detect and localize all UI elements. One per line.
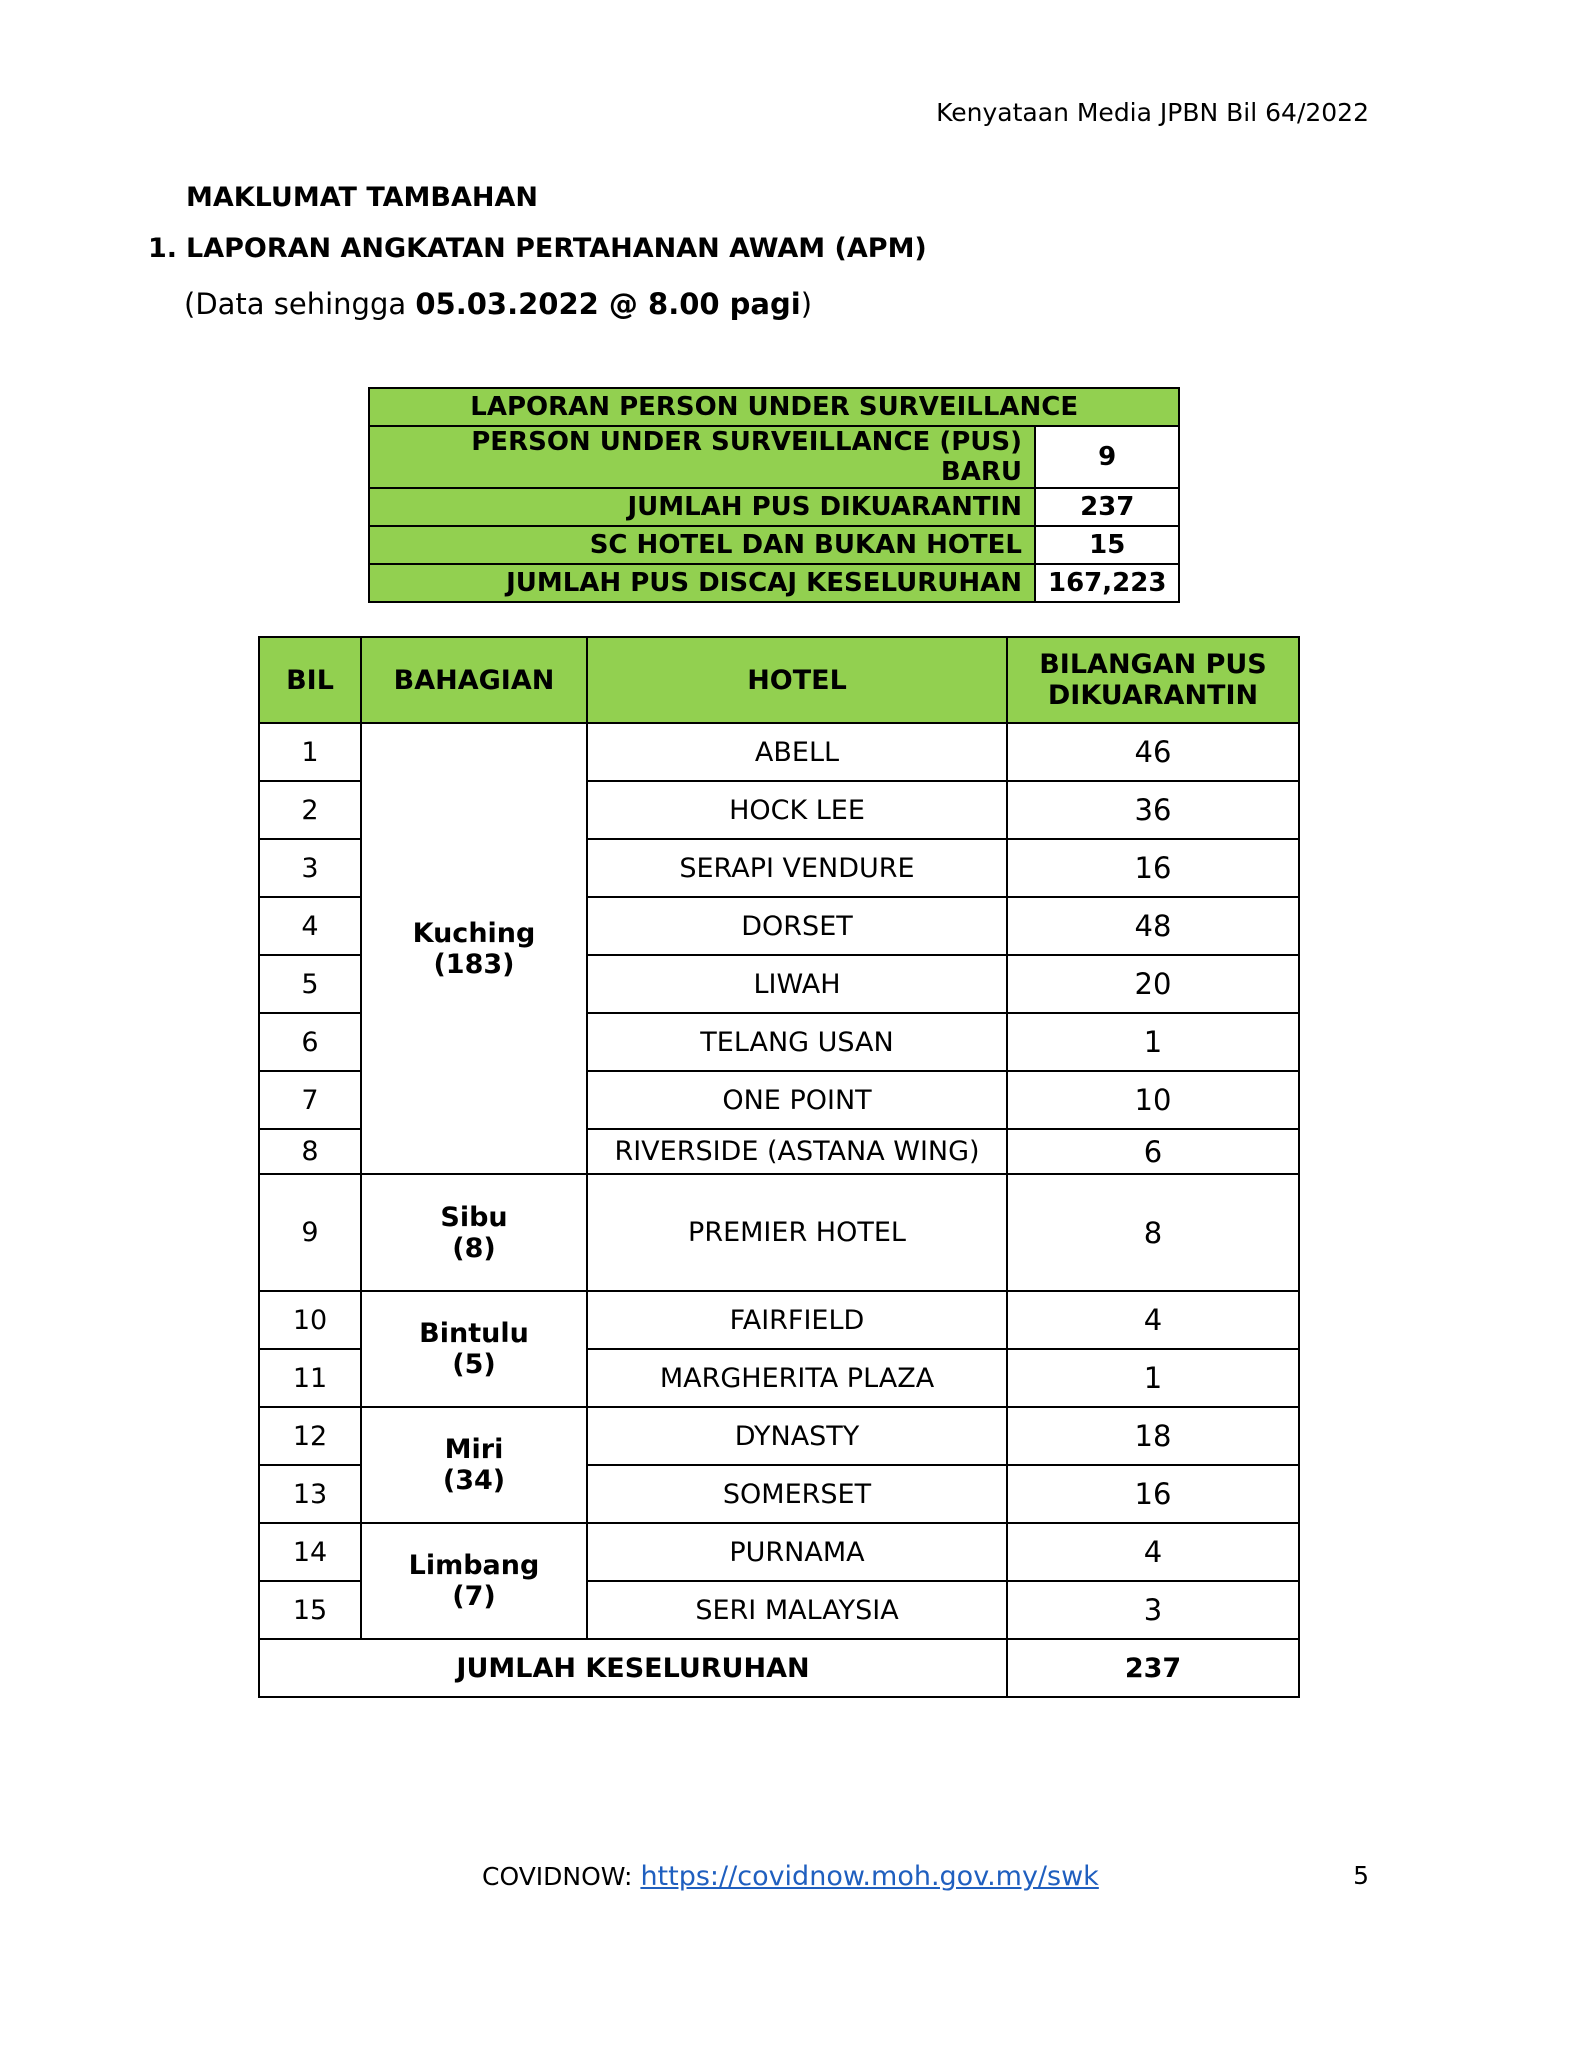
covidnow-link[interactable]: https://covidnow.moh.gov.my/swk bbox=[640, 1861, 1099, 1892]
total-row bbox=[259, 1639, 1299, 1697]
division-cell bbox=[361, 1407, 587, 1523]
row-hotel: RIVERSIDE (ASTANA WING) bbox=[587, 1129, 1007, 1174]
table-row bbox=[259, 1523, 1299, 1581]
row-count: 1 bbox=[1007, 1013, 1299, 1071]
pus-row bbox=[369, 488, 1179, 526]
pus-row-label: SC HOTEL DAN BUKAN HOTEL bbox=[369, 526, 1035, 564]
row-bil: 15 bbox=[259, 1581, 361, 1639]
division-name: Bintulu bbox=[419, 1318, 529, 1349]
row-hotel: PURNAMA bbox=[587, 1523, 1007, 1581]
row-bil: 10 bbox=[259, 1291, 361, 1349]
division-name: Limbang bbox=[408, 1550, 540, 1581]
row-count: 3 bbox=[1007, 1581, 1299, 1639]
table-row bbox=[259, 1407, 1299, 1465]
section-1-number: 1. bbox=[148, 233, 178, 264]
document-reference: Kenyataan Media JPBN Bil 64/2022 bbox=[936, 98, 1369, 127]
row-bil: 13 bbox=[259, 1465, 361, 1523]
row-bil: 8 bbox=[259, 1129, 361, 1174]
section-1-title: LAPORAN ANGKATAN PERTAHANAN AWAM (APM) bbox=[186, 233, 927, 264]
header-bahagian: BAHAGIAN bbox=[361, 637, 587, 723]
division-cell bbox=[361, 1174, 587, 1291]
row-hotel: ABELL bbox=[587, 723, 1007, 781]
division-name: Sibu bbox=[440, 1201, 508, 1233]
row-hotel: PREMIER HOTEL bbox=[587, 1174, 1007, 1291]
division-cell bbox=[361, 723, 587, 1174]
division-total: (34) bbox=[442, 1465, 506, 1496]
table-row bbox=[259, 1174, 1299, 1291]
row-count: 8 bbox=[1007, 1174, 1299, 1291]
pus-row bbox=[369, 564, 1179, 602]
division-name: Miri bbox=[444, 1434, 504, 1465]
row-count: 16 bbox=[1007, 839, 1299, 897]
data-note-prefix: (Data sehingga bbox=[184, 287, 416, 321]
pus-row-label: JUMLAH PUS DIKUARANTIN bbox=[369, 488, 1035, 526]
data-note-suffix: ) bbox=[800, 287, 813, 321]
row-hotel: SERI MALAYSIA bbox=[587, 1581, 1007, 1639]
row-bil: 14 bbox=[259, 1523, 361, 1581]
data-as-of-note bbox=[184, 287, 812, 321]
division-total: (5) bbox=[452, 1349, 496, 1380]
pus-row-value: 9 bbox=[1035, 426, 1179, 488]
row-count: 36 bbox=[1007, 781, 1299, 839]
pus-summary-table bbox=[368, 387, 1180, 603]
row-count: 48 bbox=[1007, 897, 1299, 955]
table-row bbox=[259, 723, 1299, 781]
row-bil: 12 bbox=[259, 1407, 361, 1465]
row-count: 20 bbox=[1007, 955, 1299, 1013]
section-title: MAKLUMAT TAMBAHAN bbox=[186, 182, 538, 213]
division-cell bbox=[361, 1523, 587, 1639]
hotel-quarantine-table bbox=[258, 636, 1300, 1698]
row-hotel: SOMERSET bbox=[587, 1465, 1007, 1523]
row-hotel: HOCK LEE bbox=[587, 781, 1007, 839]
header-count: BILANGAN PUS DIKUARANTIN bbox=[1007, 637, 1299, 723]
row-hotel: FAIRFIELD bbox=[587, 1291, 1007, 1349]
row-hotel: ONE POINT bbox=[587, 1071, 1007, 1129]
pus-table-title: LAPORAN PERSON UNDER SURVEILLANCE bbox=[369, 388, 1179, 426]
row-count: 4 bbox=[1007, 1291, 1299, 1349]
row-bil: 7 bbox=[259, 1071, 361, 1129]
row-bil: 4 bbox=[259, 897, 361, 955]
row-count: 16 bbox=[1007, 1465, 1299, 1523]
row-count: 46 bbox=[1007, 723, 1299, 781]
row-count: 10 bbox=[1007, 1071, 1299, 1129]
pus-row-value: 237 bbox=[1035, 488, 1179, 526]
section-1-heading bbox=[148, 233, 927, 264]
data-note-date: 05.03.2022 @ 8.00 pagi bbox=[415, 287, 801, 321]
row-hotel: SERAPI VENDURE bbox=[587, 839, 1007, 897]
header-hotel: HOTEL bbox=[587, 637, 1007, 723]
pus-row-value: 167,223 bbox=[1035, 564, 1179, 602]
row-count: 1 bbox=[1007, 1349, 1299, 1407]
division-total: (7) bbox=[452, 1581, 496, 1612]
row-bil: 1 bbox=[259, 723, 361, 781]
pus-row bbox=[369, 426, 1179, 488]
total-label: JUMLAH KESELURUHAN bbox=[259, 1639, 1007, 1697]
division-total: (183) bbox=[433, 948, 515, 980]
row-bil: 3 bbox=[259, 839, 361, 897]
row-hotel: DORSET bbox=[587, 897, 1007, 955]
pus-row bbox=[369, 526, 1179, 564]
pus-row-value: 15 bbox=[1035, 526, 1179, 564]
row-count: 4 bbox=[1007, 1523, 1299, 1581]
row-bil: 11 bbox=[259, 1349, 361, 1407]
division-total: (8) bbox=[452, 1232, 496, 1264]
pus-row-label: JUMLAH PUS DISCAJ KESELURUHAN bbox=[369, 564, 1035, 602]
page-number: 5 bbox=[1353, 1861, 1369, 1890]
pus-table-header-row bbox=[369, 388, 1179, 426]
division-name: Kuching bbox=[412, 917, 536, 949]
row-bil: 9 bbox=[259, 1174, 361, 1291]
footer-label: COVIDNOW: bbox=[482, 1862, 641, 1891]
table-row bbox=[259, 1291, 1299, 1349]
row-hotel: TELANG USAN bbox=[587, 1013, 1007, 1071]
division-cell bbox=[361, 1291, 587, 1407]
row-bil: 5 bbox=[259, 955, 361, 1013]
row-hotel: MARGHERITA PLAZA bbox=[587, 1349, 1007, 1407]
row-hotel: LIWAH bbox=[587, 955, 1007, 1013]
total-value: 237 bbox=[1007, 1639, 1299, 1697]
hotel-table-header-row bbox=[259, 637, 1299, 723]
row-bil: 6 bbox=[259, 1013, 361, 1071]
row-hotel: DYNASTY bbox=[587, 1407, 1007, 1465]
footer bbox=[482, 1861, 1099, 1892]
header-bil: BIL bbox=[259, 637, 361, 723]
row-count: 6 bbox=[1007, 1129, 1299, 1174]
pus-row-label: PERSON UNDER SURVEILLANCE (PUS) BARU bbox=[369, 426, 1035, 488]
row-bil: 2 bbox=[259, 781, 361, 839]
row-count: 18 bbox=[1007, 1407, 1299, 1465]
